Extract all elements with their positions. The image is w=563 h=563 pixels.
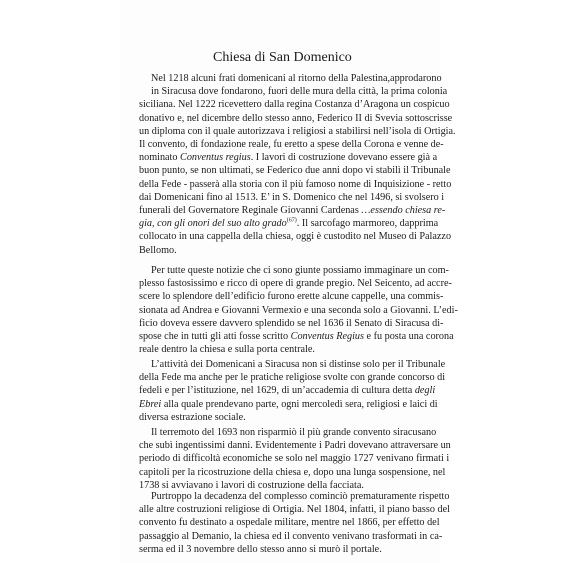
text-line: ficio doveva essere davvero splendido se nel 1636 il Senato di Siracusa di- <box>139 317 444 329</box>
text-line: della Fede - passerà alla storia con il più famoso nome di Inquisizione - retto <box>139 178 452 190</box>
paragraph-3 <box>139 358 446 424</box>
text-line: donativo e, nel dicembre dello stesso anno, Federico II di Svevia sottoscrisse <box>139 112 453 124</box>
text-line: Il convento, di fondazione reale, fu eretto a spese della Corona e venne de- <box>139 139 444 151</box>
text-line: diversa estrazione sociale. <box>139 411 246 423</box>
text-line: un diploma con il quale autorizzava i religiosi a stabilirsi nell’isola di Ortigia. <box>139 125 456 137</box>
paragraph-5 <box>139 490 450 556</box>
text-line: Purtroppo la decadenza del complesso cominciò prematuramente rispetto <box>151 491 450 502</box>
text-line: plesso fastosissimo e ricco di opere di grande pregio. Nel Seicento, ad accre- <box>139 278 452 290</box>
text-line: convento fu destinato a ospedale militare, mentre nel 1866, per effetto del <box>139 517 440 529</box>
text-line: alle altre costruzioni religiose di Ortigia. Nel 1804, infatti, il piano basso del <box>139 504 450 516</box>
text-line-with-italic: Ebrei alla quale prendevano parte, ogni mercoledì sera, religiosi e laici di <box>139 398 438 410</box>
text-line-with-italic: spose che in tutti gli atti fosse scritto Conventus Regius e fu posta una corona <box>139 331 454 343</box>
paragraph-1 <box>139 72 456 257</box>
document-title: Chiesa di San Domenico <box>213 50 352 65</box>
text-line: Nel 1218 alcuni frati domenicani al ritorno della Palestina,approdarono <box>151 73 442 84</box>
text-line: in Siracusa dove fondarono, fuori delle mura della città, la prima colonia <box>151 86 448 98</box>
text-line: reale dentro la chiesa e sulla porta centrale. <box>139 344 315 356</box>
italic-text: Conventus regius <box>180 152 251 164</box>
text-line: Il terremoto del 1693 non risparmiò il più grande convento siracusano <box>151 427 437 438</box>
text-line: siciliana. Nel 1222 ricevettero dalla regina Costanza d’Aragona un cospicuo <box>139 99 450 111</box>
paragraph-4 <box>139 426 451 492</box>
text-line: periodo di difficoltà economiche se solo nel maggio 1727 venivano firmati i <box>139 453 450 465</box>
text-line-with-italic: funerali del Governatore Reginale Giovanni Cardenas …essendo chiesa re- <box>139 205 446 217</box>
footnote-ref: (67) <box>286 217 297 224</box>
text-line: capitoli per la ricostruzione della chiesa e, dopo una lunga sospensione, nel <box>139 466 446 478</box>
text-line: che subì ingentissimi danni. Evidentemente i Padri dovevano attraversare un <box>139 440 451 452</box>
paragraph-2 <box>139 264 458 356</box>
text-line: sionata ad Andrea e Giovanni Vermexio e una seconda solo a Giovanni. L’edi- <box>139 304 458 316</box>
text-line-with-italic: fedeli e per l’istituzione, nel 1629, di un’accademia di cultura detta degli <box>139 385 436 397</box>
text-line: buon punto, se non ultimati, se Federico due anni dopo vi stabilì il Tribunale <box>139 165 451 177</box>
text-line: Bellomo. <box>139 244 177 256</box>
text-line: 1738 si avviavano i lavori di costruzione della facciata. <box>139 479 364 491</box>
text-line-with-italic: nominato Conventus regius. I lavori di costruzione dovevano essere già a <box>139 152 438 164</box>
text-line: serma ed il 3 novembre dello stesso anno si murò il portale. <box>139 543 382 555</box>
text-line-with-italic: gia, con gli onori del suo alto grado$^{(67)}$. Il sarcofago marmoreo, dapprima <box>139 217 439 230</box>
text-line: scere lo splendore dell’edificio furono erette alcune cappelle, una commis- <box>139 291 444 303</box>
text-line: collocato in una cappella della chiesa, oggi è custodito nel Museo di Palazzo <box>139 231 452 243</box>
text-line: passaggio al Demanio, la chiesa ed il convento venivano trasformati in ca- <box>139 530 443 542</box>
text-line: L’attività dei Domenicani a Siracusa non si distinse solo per il Tribunale <box>151 359 446 370</box>
text-line: dai Domenicani fino al 1513. E’ in S. Domenico che nel 1496, si svolsero i <box>139 191 445 203</box>
text-line: Per tutte queste notizie che ci sono giunte possiamo immaginare un com- <box>151 265 449 276</box>
text-line: della Fede ma anche per le pratiche religiose svolte con grande concorso di <box>139 372 446 384</box>
